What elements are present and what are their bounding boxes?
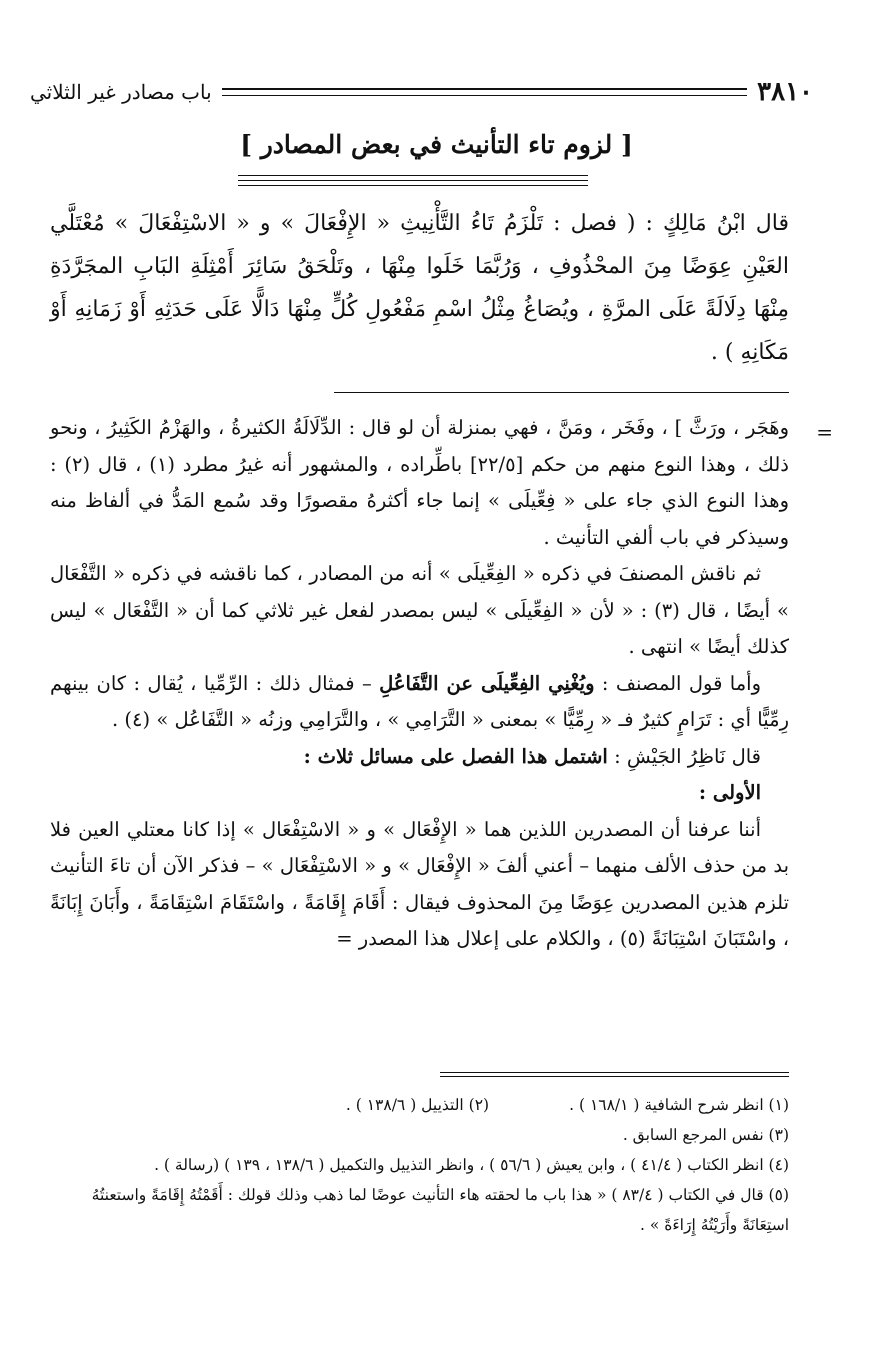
footnote-2: (٢) التذييل ( ١٣٨/٦ ) . <box>345 1096 490 1114</box>
continuation-mark-top: = <box>816 420 833 444</box>
commentary-text <box>50 410 789 958</box>
commentary-paragraph-2: ثم ناقش المصنفَ في ذكره « الفِعِّيلَى » أنه من المصادر ، كما ناقشه في ذكره « التَّفْعَال » أيضًا ، قال (٣) : « لأن « الفِعِّيلَى » ليس بمصدر لفعل غير ثلاثي كما أن « التَّفْعَال » ليس كذلك أيضًا » انتهى . <box>50 562 789 658</box>
matn-text <box>50 202 789 374</box>
commentary-paragraph-6: أننا عرفنا أن المصدرين اللذين هما « الإِفْعَال » و « الاسْتِفْعَال » إذا كانا معتلي العين فلا بد من حذف الألف منهما – أعني ألفَ « الإِفْعَال » و « الاسْتِفْعَال » – فذكر الآن أن تاءَ التأنيث تلزم هذين المصدرين عِوَضًا مِنَ المحذوف فيقال : أَقَامَ إِقَامَةً ، واسْتَقَامَ اسْتِقَامَةً ، وأَبَانَ إِبَانَةً ، واسْتَبَانَ اسْتِبَانَةً (٥) ، والكلام على إعلال هذا المصدر = <box>50 817 789 950</box>
running-title: باب مصادر غير الثلاثي <box>30 80 212 104</box>
footnote-3: (٣) نفس المرجع السابق . <box>622 1126 789 1144</box>
section-title: [ لزوم تاء التأنيث في بعض المصادر ] <box>240 130 633 159</box>
p3-lead: وأما قول المصنف : <box>601 671 761 695</box>
footnote-separator <box>440 1072 789 1080</box>
header-rule <box>222 88 747 96</box>
footnote-4: (٤) انظر الكتاب ( ٤١/٤ ) ، وابن يعيش ( ٥٦/٦ ) ، وانظر التذييل والتكميل ( ١٣٨/٦ ، ١٣٩ ) (رسالة ) . <box>154 1156 789 1174</box>
page-number: ٣٨١٠ <box>757 77 813 107</box>
footnote-row-1 <box>50 1090 789 1120</box>
footnotes <box>50 1090 789 1240</box>
footnote-5: (٥) قال في الكتاب ( ٨٣/٤ ) « هذا باب ما لحقته هاء التأنيث عوضًا لما ذهب وذلك قولك : أَقَمْتُهُ إِقَامَةً واستعنتُهُ استِعَانَةً وأَرَيْتُهُ إِرَاءَةً » . <box>91 1186 789 1234</box>
p4-speaker: قال نَاظِرُ الجَيْشِ : <box>614 744 761 768</box>
matn-speaker: قال ابْنُ مَالِكٍ : <box>645 211 790 236</box>
title-underline <box>238 175 588 190</box>
matn-body: ( فصل : تَلْزَمُ تَاءُ التَّأْنِيثِ « الإِفْعَالَ » و « الاسْتِفْعَالَ » مُعْتَلَّي العَيْنِ عِوَضًا مِنَ المحْذُوفِ ، وَرُبَّمَا خَلَوا مِنْهَا ، وتَلْحَقُ سَائِرَ أَمْثِلَةِ البَابِ المجَرَّدَةِ مِنْهَا دِلَالَةً عَلَى المرَّةِ ، ويُصَاغُ مِثْلُ اسْمِ مَفْعُولِ كُلٍّ مِنْهَا دَالًّا عَلَى حَدَثِهِ أَوْ زَمَانِهِ أَوْ مَكَانِهِ ) . <box>50 211 789 365</box>
p3-rest: – فمثال ذلك : الرِّمِّيا ، يُقال : كان بينهم رِمِّيًّا أي : تَرَامٍ كثيرٌ فـ « رِمِّيًّا » بمعنى « التَّرَامِي » ، والتَّرَامِي وزنُه « التَّفَاعُل » (٤) . <box>50 671 789 731</box>
matn-separator <box>334 392 789 393</box>
issue-heading: الأولى : <box>698 781 761 804</box>
commentary-paragraph-1: وهَجَر ، ورَثَّ ] ، وفَخَر ، ومَنَّ ، فهي بمنزلة أن لو قال : الدِّلَالَةُ الكثيرةُ ، والهَزْمُ الكَثِيرُ ، ونحو ذلك ، وهذا النوع منهم من حكم [٢٢/٥] باطِّراده ، والمشهور أنه غيرُ مطرد (١) ، قال (٢) : وهذا النوع الذي جاء على « فِعِّيلَى » إنما جاء أكثرهُ مقصورًا وقد سُمع المَدُّ في ألفاظ منه وسيذكر في باب ألفي التأنيث . <box>50 416 789 549</box>
commentary-paragraph-3 <box>50 666 789 739</box>
p3-quote: ويُغْنِي الفِعِّيلَى عن التَّفَاعُلِ <box>379 671 595 695</box>
page-header <box>30 74 813 110</box>
commentary-paragraph-4 <box>50 739 789 776</box>
footnote-1: (١) انظر شرح الشافية ( ١٦٨/١ ) . <box>569 1096 789 1114</box>
p4-statement: اشتمل هذا الفصل على مسائل ثلاث : <box>303 744 608 768</box>
